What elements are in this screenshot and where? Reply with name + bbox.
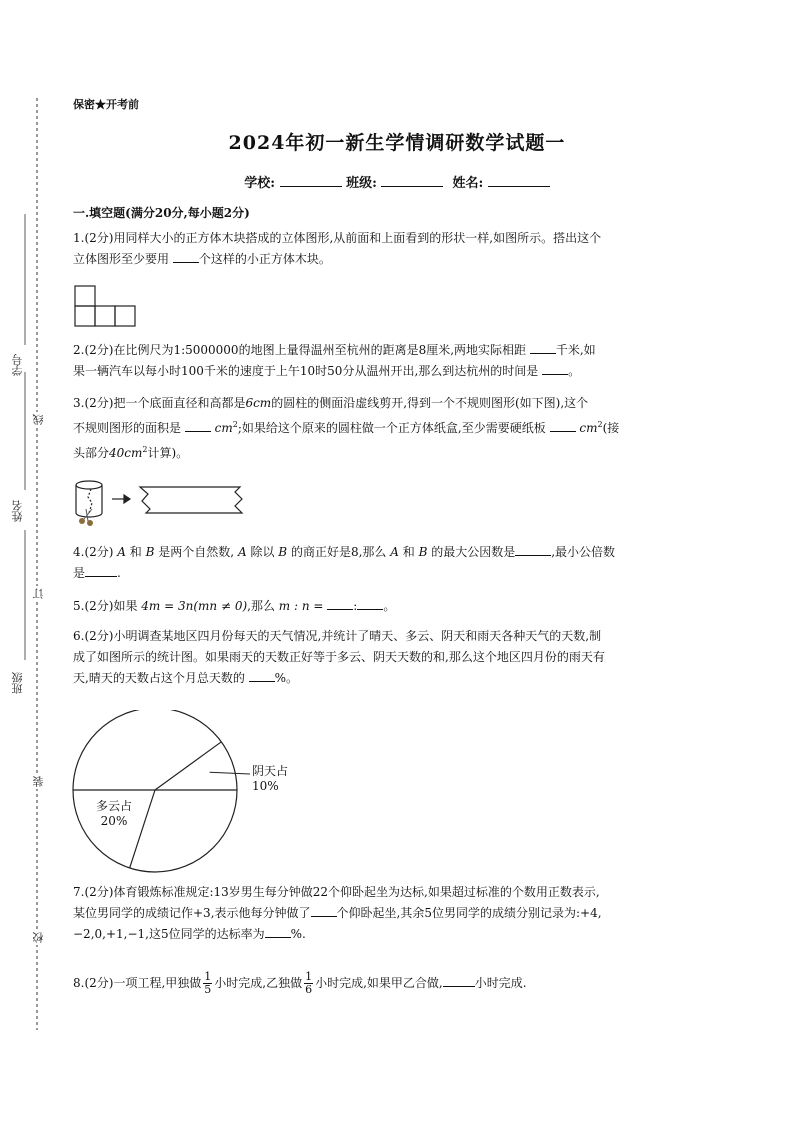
q4-var-a: A xyxy=(117,545,126,559)
q7-text-a: 7.(2分)体育锻炼标准规定:13岁男生每分钟做22个仰卧起坐为达标,如果超过标准的个数用正数表示, xyxy=(73,885,600,899)
q7-text-c: 个仰卧起坐,其余5位男同学的成绩分别记录为:+4, xyxy=(336,906,602,920)
q7-text-d: −2,0,+1,−1,这5位同学的达标率为 xyxy=(73,927,265,941)
q1-cube-view-figure xyxy=(74,285,138,329)
class-input[interactable] xyxy=(381,173,443,187)
q2-distance-blank[interactable] xyxy=(530,340,556,354)
pie-overcast-value: 10% xyxy=(252,779,279,793)
q3-text-e: (接 xyxy=(602,421,620,435)
q6-pie-chart xyxy=(60,710,320,880)
q4-text-b-2: 和 xyxy=(402,545,415,559)
q1-answer-blank[interactable] xyxy=(173,249,199,263)
q3-joint-size: 40cm xyxy=(109,446,143,460)
q4-gcd-blank[interactable] xyxy=(515,542,551,556)
q5-colon: : xyxy=(353,599,358,613)
q4-lcm-blank[interactable] xyxy=(85,563,117,577)
q5-text-c: 。 xyxy=(383,599,396,613)
q8-text-b: 小时完成,乙独做 xyxy=(214,976,303,990)
q4-var-b-3: B xyxy=(418,545,428,559)
q5-ratio-blank-1[interactable] xyxy=(327,596,353,610)
q6-text-d: %。 xyxy=(274,671,299,685)
q3-unit-1: cm xyxy=(214,421,233,435)
binding-mark-staple: 订 xyxy=(32,588,45,599)
q3-text-g: 计算)。 xyxy=(147,446,189,460)
school-input[interactable] xyxy=(280,173,342,187)
binding-label-school: 校 xyxy=(32,932,45,943)
q8-answer-blank[interactable] xyxy=(443,973,475,987)
q4-var-a-2: A xyxy=(237,545,247,559)
pie-overcast-label xyxy=(252,762,288,793)
pie-divider-upper-right xyxy=(155,742,221,790)
question-1 xyxy=(73,228,728,270)
q3-dimension: 6cm xyxy=(245,396,272,410)
q8-fraction-a-den: 5 xyxy=(204,983,212,996)
q4-text-h: 是 xyxy=(73,566,86,580)
question-8 xyxy=(73,968,728,998)
q3-unit-2-exp: 2 xyxy=(597,420,603,429)
q8-text-c: 小时完成,如果甲乙合做, xyxy=(315,976,443,990)
q7-situps-blank[interactable] xyxy=(311,903,337,917)
name-input[interactable] xyxy=(488,173,550,187)
q7-rate-blank[interactable] xyxy=(265,924,291,938)
q3-unit-2: cm xyxy=(579,421,598,435)
q1-text-c: 个这样的小正方体木块。 xyxy=(198,252,331,266)
school-label: 学校: xyxy=(244,176,275,191)
question-2 xyxy=(73,340,728,382)
confidential-label: 保密★开考前 xyxy=(73,98,139,111)
q4-text-b: 和 xyxy=(129,545,142,559)
q6-text-a: 6.(2分)小明调查某地区四月份每天的天气情况,并统计了晴天、多云、阴天和雨天各种天气的天数,制 xyxy=(73,629,602,643)
page-title: 2024年初一新生学情调研数学试题一 xyxy=(228,132,566,154)
q3-text-b: 的圆柱的侧面沿虚线剪开,得到一个不规则图形(如下图),这个 xyxy=(271,396,589,410)
binding-label-class: 班级 xyxy=(11,672,24,694)
binding-dashed-line xyxy=(0,0,60,1122)
binding-margin xyxy=(0,0,60,1122)
q6-text-c: 天,晴天的天数占这个月总天数的 xyxy=(73,671,245,685)
question-3 xyxy=(73,393,728,464)
question-4 xyxy=(73,542,728,584)
q1-text-a: 1.(2分)用同样大小的正方体木块搭成的立体图形,从前面和上面看到的形状一样,如图所示。搭出这个 xyxy=(73,231,602,245)
q4-var-b: B xyxy=(145,545,155,559)
q4-text-d: 除以 xyxy=(250,545,275,559)
q3-board-blank[interactable] xyxy=(550,418,576,432)
q8-fraction-b-den: 6 xyxy=(305,983,313,996)
q8-text-a: 8.(2分)一项工程,甲独做 xyxy=(73,976,202,990)
q4-text-i: . xyxy=(117,566,121,580)
q3-text-f: 头部分 xyxy=(73,446,110,460)
q2-text-a: 2.(2分)在比例尺为1:5000000的地图上量得温州至杭州的距离是8厘米,两地实际相距 xyxy=(73,343,527,357)
q3-cylinder-unroll-figure xyxy=(70,475,245,531)
q8-text-d: 小时完成. xyxy=(474,976,527,990)
pie-overcast-text: 阴天占 xyxy=(252,764,289,778)
q5-ratio: m : n = xyxy=(278,599,324,613)
q8-fraction-b xyxy=(304,971,313,996)
q4-text-e: 的商正好是8,那么 xyxy=(290,545,387,559)
q4-var-a-3: A xyxy=(390,545,399,559)
q5-ratio-blank-2[interactable] xyxy=(357,596,383,610)
q3-unit-1-exp: 2 xyxy=(232,420,238,429)
q6-answer-blank[interactable] xyxy=(249,668,275,682)
student-info-row xyxy=(0,172,794,191)
pie-cloudy-label xyxy=(96,797,132,828)
q2-text-b: 千米,如 xyxy=(555,343,596,357)
q1-text-b: 立体图形至少要用 xyxy=(73,252,170,266)
q8-fraction-a-num: 1 xyxy=(204,970,212,983)
q3-text-a: 3.(2分)把一个底面直径和高都是 xyxy=(73,396,246,410)
q8-fraction-b-num: 1 xyxy=(305,970,313,983)
pie-cloudy-text: 多云占 xyxy=(96,799,133,813)
q8-fraction-a xyxy=(203,971,212,996)
q6-text-b: 成了如图所示的统计图。如果雨天的天数正好等于多云、阴天天数的和,那么这个地区四月份的雨天有 xyxy=(73,650,605,664)
q4-text-f: 的最大公因数是 xyxy=(431,545,516,559)
q3-area-blank[interactable] xyxy=(185,418,211,432)
binding-label-student-id: 学号 xyxy=(11,354,24,376)
q2-text-d: 。 xyxy=(568,364,581,378)
q3-text-c: 不规则图形的面积是 xyxy=(73,421,182,435)
pie-overcast-leader xyxy=(210,772,250,774)
name-label: 姓名: xyxy=(452,176,484,191)
pie-cloudy-value: 20% xyxy=(100,814,128,828)
q2-time-blank[interactable] xyxy=(542,361,568,375)
q4-text-g: ,最小公倍数 xyxy=(551,545,616,559)
q5-equation: 4m = 3n(mn ≠ 0) xyxy=(141,599,248,613)
q4-text-a: 4.(2分) xyxy=(73,545,114,559)
class-label: 班级: xyxy=(346,176,377,191)
question-5 xyxy=(73,596,728,617)
section-title: 一.填空题(满分20分,每小题2分) xyxy=(73,206,250,220)
question-6 xyxy=(73,626,728,689)
q5-text-a: 5.(2分)如果 xyxy=(73,599,138,613)
q4-var-b-2: B xyxy=(278,545,288,559)
q2-text-c: 果一辆汽车以每小时100千米的速度于上午10时50分从温州开出,那么到达杭州的时间是 xyxy=(73,364,539,378)
q3-text-d: ;如果给这个原来的圆柱做一个正方体纸盒,至少需要硬纸板 xyxy=(237,421,546,435)
binding-mark-bind: 装 xyxy=(32,776,45,787)
q4-text-c: 是两个自然数, xyxy=(158,545,235,559)
question-7 xyxy=(73,882,728,945)
binding-mark-line: 线 xyxy=(32,414,45,425)
pie-divider-lower-left xyxy=(130,790,155,868)
q3-joint-exp: 2 xyxy=(142,445,148,454)
q7-text-b: 某位男同学的成绩记作+3,表示他每分钟做了 xyxy=(73,906,311,920)
binding-label-name: 姓名 xyxy=(11,500,24,522)
q5-text-b: ,那么 xyxy=(247,599,275,613)
q7-text-e: %. xyxy=(290,927,306,941)
